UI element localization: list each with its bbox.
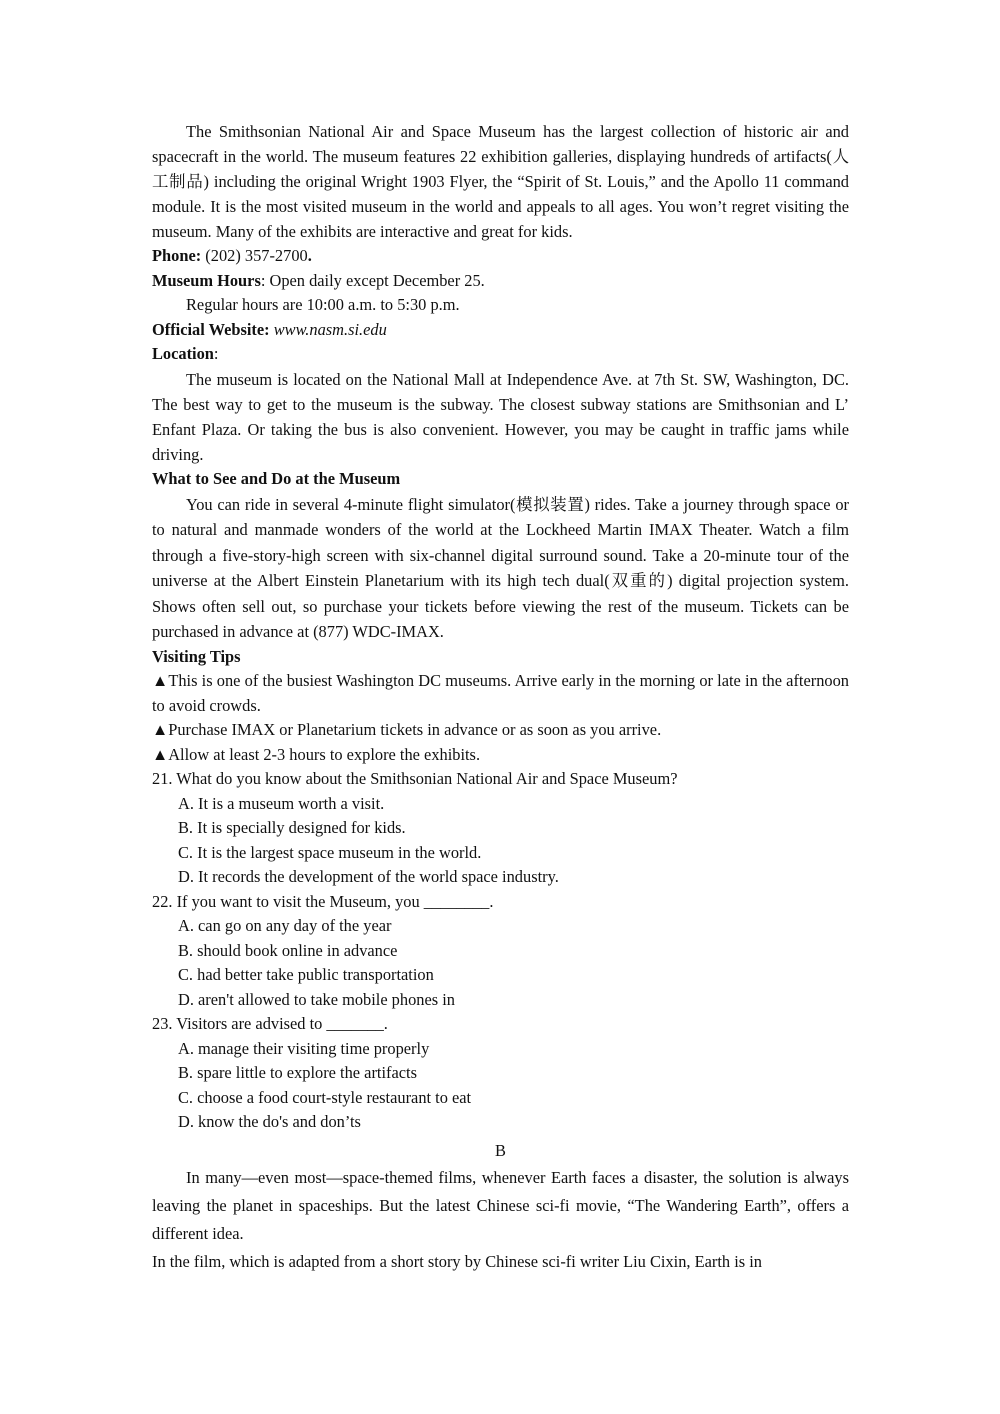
section-b-paragraph-2: In the film, which is adapted from a short story by Chinese sci-fi writer Liu Cixin, Earth is in	[152, 1251, 762, 1271]
question-23-option-b: B. spare little to explore the artifacts	[178, 1063, 417, 1083]
location-heading	[152, 342, 849, 367]
question-21-stem: 21. What do you know about the Smithsonian National Air and Space Museum?	[152, 769, 678, 789]
website-label: Official Website:	[152, 319, 270, 339]
question-22-option-a: A. can go on any day of the year	[178, 916, 392, 936]
question-21-option-a: A. It is a museum worth a visit.	[178, 793, 385, 813]
question-23-option-c: C. choose a food court-style restaurant to eat	[178, 1087, 472, 1107]
question-22-option-d: D. aren't allowed to take mobile phones in	[178, 989, 455, 1009]
hours-value: : Open daily except December 25.	[260, 270, 485, 290]
location-colon: :	[213, 344, 219, 364]
visiting-tips-heading: Visiting Tips	[152, 646, 241, 666]
website-url: www.nasm.si.edu	[273, 319, 387, 339]
section-b-paragraph-1: In many—even most—space-themed films, whenever Earth faces a disaster, the solution is always leaving the planet in spaceships. But the latest Chinese sci-fi movie, “The Wandering Earth”, offers a different idea.	[152, 1167, 849, 1243]
hours-line	[152, 269, 849, 294]
phone-line	[152, 244, 849, 269]
section-b-label: B	[495, 1140, 506, 1160]
tip-item: ▲Allow at least 2-3 hours to explore the exhibits.	[152, 744, 481, 764]
question-21-option-b: B. It is specially designed for kids.	[178, 818, 406, 838]
document-page	[152, 119, 849, 1276]
regular-hours-line: Regular hours are 10:00 a.m. to 5:30 p.m.	[186, 295, 460, 315]
phone-period: .	[307, 246, 312, 265]
what-to-see-heading: What to See and Do at the Museum	[152, 468, 401, 488]
question-23-option-a: A. manage their visiting time properly	[178, 1038, 430, 1058]
location-label: Location	[152, 344, 214, 364]
question-21-option-d: D. It records the development of the world space industry.	[178, 867, 559, 887]
intro-paragraph: The Smithsonian National Air and Space Museum has the largest collection of historic air and spacecraft in the world. The museum features 22 exhibition galleries, displaying hundreds of artifacts(人工制品) including the original Wright 1903 Flyer, the “Spirit of St. Louis,” and the Apollo 11 command module. It is the most visited museum in the world and appeals to all ages. You won’t regret visiting the museum. Many of the exhibits are interactive and great for kids.	[152, 122, 849, 241]
website-line	[152, 318, 849, 343]
question-23-stem: 23. Visitors are advised to _______.	[152, 1014, 388, 1034]
phone-value: (202) 357-2700	[201, 246, 308, 265]
what-to-see-paragraph: You can ride in several 4-minute flight simulator(模拟装置) rides. Take a journey through space or to natural and manmade wonders of the world at the Lockheed Martin IMAX Theater. Watch a film through a five-story-high screen with six-channel digital surround sound. Take a 20-minute tour of the universe at the Albert Einstein Planetarium with its high tech dual(双重的) digital projection system. Shows often sell out, so purchase your tickets before viewing the rest of the museum. Tickets can be purchased in advance at (877) WDC-IMAX.	[152, 494, 849, 642]
question-22-option-c: C. had better take public transportation	[178, 965, 434, 985]
question-23-option-d: D. know the do's and don’ts	[178, 1112, 361, 1132]
location-paragraph: The museum is located on the National Mall at Independence Ave. at 7th St. SW, Washington, DC. The best way to get to the museum is the subway. The closest subway stations are Smithsonian and L’ Enfant Plaza. Or taking the bus is also convenient. However, you may be caught in traffic jams while driving.	[152, 369, 849, 464]
question-21-option-c: C. It is the largest space museum in the world.	[178, 842, 482, 862]
phone-label: Phone:	[152, 246, 202, 265]
question-22-option-b: B. should book online in advance	[178, 940, 398, 960]
hours-label: Museum Hours	[152, 270, 261, 290]
question-22-stem: 22. If you want to visit the Museum, you ________.	[152, 891, 494, 911]
tip-item: ▲This is one of the busiest Washington DC museums. Arrive early in the morning or late in the afternoon to avoid crowds.	[152, 671, 849, 715]
tip-item: ▲Purchase IMAX or Planetarium tickets in advance or as soon as you arrive.	[152, 720, 662, 740]
